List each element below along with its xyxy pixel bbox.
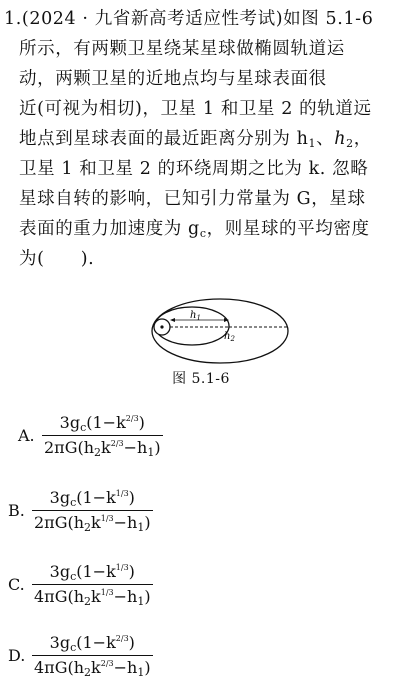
- orbit-figure: [150, 297, 290, 365]
- question-line: 表面的重力加速度为 $g_c$，则星球的平均密度: [19, 219, 370, 240]
- option-formula: $3g_c(1-k^{2/3})$ $2\pi G(h_2k^{2/3}-h_1)$: [44, 413, 161, 459]
- question-text: [4, 4, 398, 274]
- question-line: 为( ).: [19, 249, 95, 269]
- figure-caption: 图 5.1-6: [172, 371, 230, 387]
- option-label: C.: [8, 575, 25, 594]
- h1-arrow-left: [170, 318, 175, 322]
- question-line: 近(可视为相切)，卫星 1 和卫星 2 的轨道远: [19, 99, 372, 119]
- h2-label: $h_2$: [224, 331, 235, 343]
- planet-center: [160, 325, 163, 328]
- question-line: 所示，有两颗卫星绕某星球做椭圆轨道运: [19, 39, 345, 59]
- option-formula: $3g_c(1-k^{1/3})$ $4\pi G(h_2k^{1/3}-h_1)$: [34, 562, 151, 608]
- h1-label: $h_1$: [190, 310, 201, 322]
- option-formula: $3g_c(1-k^{2/3})$ $4\pi G(h_2k^{2/3}-h_1)$: [34, 633, 151, 679]
- option-label: B.: [8, 501, 25, 520]
- question-line: 地点到星球表面的最近距离分别为 $h_1$、$h_2$，: [19, 129, 372, 150]
- outer-orbit: [152, 299, 288, 363]
- question-number: 1.: [4, 9, 22, 29]
- question-line: 卫星 1 和卫星 2 的环绕周期之比为 k. 忽略: [19, 159, 369, 179]
- option-label: A.: [18, 426, 35, 445]
- question-line: 1.(2024 · 九省新高考适应性考试)如图 5.1-6: [4, 9, 374, 29]
- option-label: D.: [8, 646, 26, 665]
- question-line: 动，两颗卫星的近地点均与星球表面很: [19, 69, 327, 89]
- option-formula: $3g_c(1-k^{1/3})$ $2\pi G(h_2k^{1/3}-h_1)$: [34, 488, 151, 534]
- question-line: 星球自转的影响，已知引力常量为 G，星球: [19, 189, 366, 209]
